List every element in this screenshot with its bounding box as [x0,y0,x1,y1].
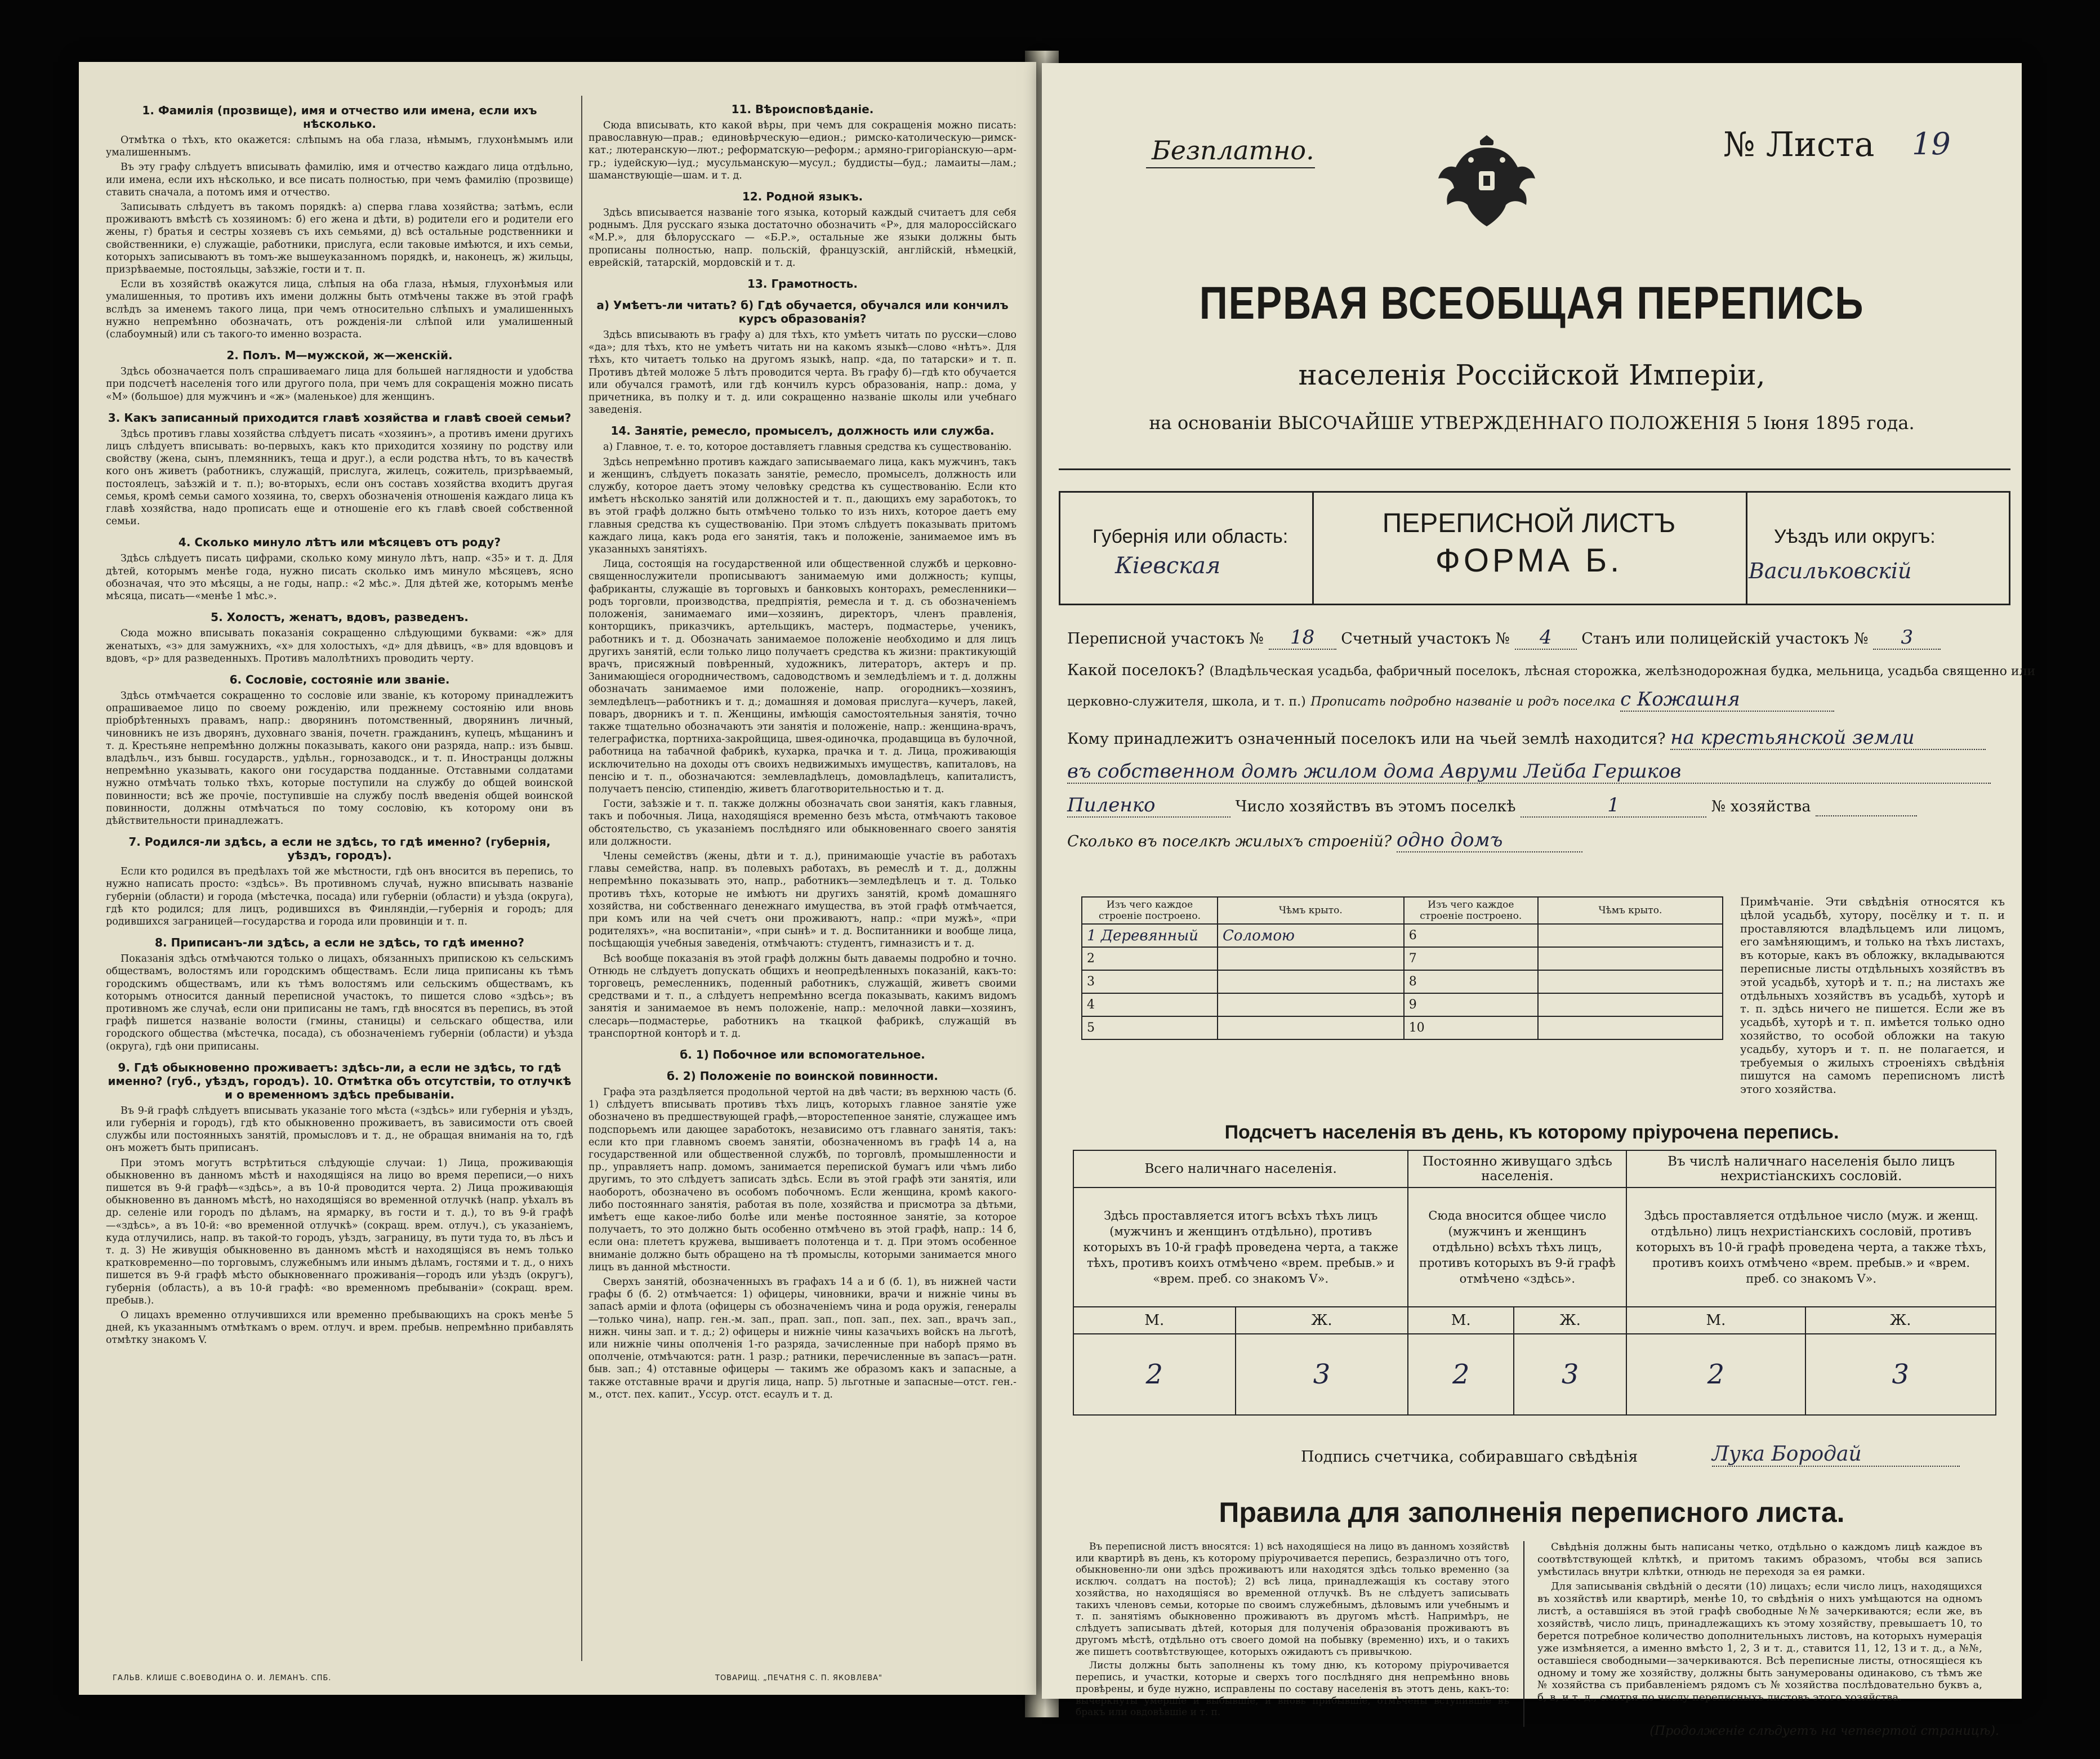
rules-paragraph: Листы должны быть заполнены къ тому дню, къ которому пріурочивается перепись, и участки, которые и сверхъ того послѣдняго дня непремѣнно вновь провѣрены, и буде нужно, исправлены по составу населенія въ этотъ день, какъ-то: вычеркнуты умершіе и выбывшіе, и вновь прибывшіе, отмѣчены вступившіе въ бракъ или овдовѣвшіе и т. п. [1076,1660,1509,1718]
building-material-8: 8 [1404,970,1538,993]
printer-credit-right: ТОВАРИЩ. „ПЕЧАТНЯ С. П. ЯКОВЛЕВА" [715,1674,883,1682]
form-box-divider-2 [1746,491,1747,604]
province-label: Губернія или область: [1093,526,1288,547]
building-material-6: 6 [1404,924,1538,947]
instruction-paragraph: Показанія здѣсь отмѣчаются только о лицахъ, обязанныхъ припискою къ сельскимъ обществамъ, волостямъ или городскимъ обществамъ. Если лица приписаны къ тѣмъ городскимъ обществамъ, или къ тѣмъ волостямъ или сельскимъ обществамъ, къ которымъ относится данный переписной участокъ, то пишется слово «здѣсь»; въ противномъ же случаѣ, если они приписаны не тамъ, гдѣ вносятся въ перепись, въ этой графѣ пишется названіе волости (гмины, станицы) и сельскаго общества, или городского общества (мѣстечка, посада), съ обозначеніемъ губерніи (области) и уѣзда (округа), гдѣ они приписаны. [106,953,573,1052]
material-header-2: Изъ чего каждое строеніе построено. [1404,897,1538,924]
form-box-top [1059,491,2010,493]
form-box-bottom [1059,604,2010,605]
owner-line-2 [1067,760,1991,784]
section-heading: а) Умѣетъ-ли читать? б) Гдѣ обучается, обучался или кончилъ курсъ образованія? [596,298,1009,326]
building-material-3: 3 [1082,970,1218,993]
counting-district-value: 4 [1515,626,1577,650]
counting-district-label: Счетный участокъ № [1341,630,1510,648]
instruction-paragraph: Въ эту графу слѣдуетъ вписывать фамилію, имя и отчество каждаго лица отдѣльно, или имена, если ихъ нѣсколько, и все писать полностью, при чемъ фамилію (прозвище) ставить сначала, а потомъ имя и отчество. [106,162,573,198]
settlement-label: Какой поселокъ? [1067,662,1205,679]
census-title: ПЕРВАЯ ВСЕОБЩАЯ ПЕРЕПИСЬ [1199,278,1865,329]
section-heading: 6. Сословіе, состояніе или званіе. [229,672,450,686]
form-box-left [1059,491,1060,604]
building-roof-10 [1538,1016,1723,1039]
column-divider [581,96,582,1661]
instruction-paragraph: Всѣ вообще показанія въ этой графѣ должны быть даваемы подробно и точно. Отнюдь не слѣдуетъ допускать общихъ и неопредѣленныхъ показаній, какъ-то: торговецъ, ремесленникъ, поденный работникъ, служащій, живетъ своими средствами и т. п., а слѣдуетъ непремѣнно всегда показывать, какимъ видомъ занятія и занимаемое въ немъ положеніе, напр.: мелочной лавки—хозяинъ, слесарь—подмастерье, работникъ на ткацкой фабрикѣ, служащій въ транспортной конторѣ и т. д. [588,953,1016,1039]
building-roof-8 [1538,970,1723,993]
instruction-paragraph: Сверхъ занятій, обозначенныхъ въ графахъ 14 а и б (б. 1), въ нижней части графы б (б. 2) отмѣчается: 1) офицеры, чиновники, врачи и нижніе чины въ запасѣ армiи и флота (офицеры съ обозначеніемъ чина и рода оружія, генералы—только чина), напр. ген.-м. зап., прап. зап., поп. зап., пех. зап., врачъ зап., нижн. чины зап. и т. д.; 2) офицеры и нижніе чины казачьихъ войскъ на льготѣ, или нижніе чины ополченія 1-го разряда, зачисленные при наборѣ прямо въ ополченіе, отмѣчаются: ратн. 1 разр.; ратники, перечисленные въ запасъ—ратн. быв. зап.; 4) отставные офицеры — такимъ же образомъ какъ и запасные, а также отставные врачи и другія лица, напр. 5) льготные и запасные—отст. ген.-м., отст. пех. капит., Уссур. отст. есаулъ и т. д. [588,1276,1016,1400]
instruction-paragraph: Сюда можно вписывать показанія сокращенно слѣдующими буквами: «ж» для женатыхъ, «з» для замужнихъ, «х» для холостыхъ, «д» для дѣвицъ, «в» для вдовцовъ и вдовъ, «р» для разведенныхъ. Противъ малолѣтнихъ проводить черту. [106,628,573,664]
material-header: Изъ чего каждое строеніе построено. [1082,897,1218,924]
instruction-paragraph: Если кто родился въ предѣлахъ той же мѣстности, гдѣ онъ вносится въ перепись, то нужно написать просто: «здѣсь». Въ противномъ случаѣ, нужно вписывать названіе губерніи (области) и города (мѣстечка, посада) или губерніи (области) и уѣзда (округа), гдѣ кто родился; для лицъ, родившихся въ Финляндіи,—губернія и городъ; для родившихся заграницей—государства и города или провинціи и т. п. [106,866,573,927]
female-col-2: Ж. [1514,1307,1626,1334]
instructions-column-2 [588,95,1016,1403]
rules-left-column [1076,1541,1509,1721]
instruction-paragraph: Здѣсь вписывають въ графу а) для тѣхъ, кто умѣетъ читать по русски—слово «да»; для тѣхъ, кто не умѣетъ читать ни на какомъ языкѣ—слово «нѣтъ». Для тѣхъ, кто читаетъ только на другомъ языкѣ, напр. «да, по татарски» и т. п. Противъ дѣтей моложе 5 лѣтъ проводится черта. Въ графу б)—гдѣ кто обучается или обучался грамотѣ, или гдѣ кончилъ курсъ образованія, напр.: дома, у причетника, въ полку и т. д. или сокращенно названіе школы или учебнаго заведенія. [588,329,1016,416]
police-district-label: Станъ или полицейскій участокъ № [1581,630,1869,648]
rules-right-column [1537,1541,1982,1706]
male-col-3: М. [1626,1307,1805,1334]
enumerator-signature-label: Подпись счетчика, собиравшаго свѣдѣнія [1301,1448,1638,1466]
buildings-label: Сколько въ поселкѣ жилыхъ строеній? [1067,833,1392,850]
instruction-paragraph: Здѣсь непремѣнно противъ каждаго записываемаго лица, какъ мужчинъ, такъ и женщинъ, слѣдуетъ показать занятіе, ремесло, промыселъ, должность или службу, которое даетъ этому человѣку средства къ существованію. Если кто имѣетъ нѣсколько занятій или должностей и т. п., дающихъ ему заработокъ, то въ этой графѣ должно быть отмѣчено только то изъ нихъ, которое даетъ ему главныя средства къ существованію. При этомъ слѣдуетъ показывать притомъ каждаго лица, какъ рода его занятія, такъ и положеніе, занимаемое имъ въ указанныхъ занятіяхъ. [588,456,1016,556]
rules-title: Правила для заполненія переписного листа. [1219,1497,1845,1528]
table-row [1082,924,1723,947]
buildings-note: Примѣчаніе. Эти свѣдѣнія относятся къ цѣлой усадьбѣ, хутору, посёлку и т. п. и проставляются владѣльцемъ или лицомъ, его замѣняющимъ, и только на тѣхъ листахъ, въ которые, какъ въ обложку, вкладываются переписные листы отдѣльныхъ хозяйствъ въ этой усадьбѣ, хуторѣ и т. п.; на листахъ же отдѣльныхъ хозяйствъ въ усадьбѣ, хуторѣ и т. п. здѣсь ничего не пишется. Если же въ усадьбѣ, хуторѣ и т. п. имѣется только одно хозяйство, то особой обложки на такую усадьбу, хуторъ и т. п. не полагается, и требуемыя о жилыхъ строеніяхъ свѣдѣнія пишутся на самомъ переписномъ листѣ этого хозяйства. [1740,895,2005,1096]
police-district-value: 3 [1873,626,1941,650]
instruction-paragraph: Здѣсь вписывается названіе того языка, который каждый считаетъ для себя роднымъ. Для русскаго языка достаточно обозначить «Р», для малороссійскаго «М.Р.», для бѣлорусскаго — «Б.Р.», остальные же языки должны быть прописаны полностью, напр. польскій, французскій, англійскій, нѣмецкій, еврейскій, татарскій, мордовскій и т. д. [588,207,1016,269]
instruction-paragraph: О лицахъ временно отлучившихся или временно пребывающихъ на срокъ менѣе 5 дней, къ указаннымъ отмѣткамъ о врем. отлуч. и врем. пребыв. непремѣнно прибавлять отмѣтку знакомъ V. [106,1310,573,1346]
resident-male-count: 2 [1408,1334,1514,1415]
instruction-paragraph: Если въ хозяйствѣ окажутся лица, слѣпыя на оба глаза, нѣмыя, глухонѣмыя или умалишенныя, то противъ ихъ имени должны быть отмѣчены также въ этой графѣ вслѣдъ за именемъ такого лица, при чемъ относительно слѣпыхъ и умалишенныхъ нужно непремѣнно обозначать, отъ рожденія-ли слѣпой или умалишенный (слабоумный) или съ такого-то именно возраста. [106,279,573,341]
instruction-paragraph: При этомъ могутъ встрѣтиться слѣдующіе случаи: 1) Лица, проживающія обыкновенно въ данномъ мѣстѣ и находящіяся на лицо во время переписи,—о нихъ пишется въ 9-й графѣ—«здѣсь», а въ 10-й проводится черта. 2) Лица проживающія обыкновенно въ данномъ мѣстѣ, но находящіяся во временной отлучкѣ (напр. уѣхалъ въ др. селеніе или городъ по дѣламъ, на ярмарку, въ гости и т. д.), то въ 9-й графѣ—«здѣсь», а въ 10-й: «во временной отлучкѣ» (сокращ. врем. отлуч.), съ указаніемъ, куда отлучились, напр. въ такой-то городъ, уѣздъ, заграницу, въ пути туда то, въ лѣсъ и т. д. 3) Не живущія обыкновенно въ данномъ мѣстѣ и находящіяся въ немъ только кратковременно—по торговымъ, служебнымъ или инымъ дѣламъ, гостями и т. д., о нихъ пишется въ 9-й графѣ мѣсто обыкновеннаго проживанія—городъ или уѣздъ (округъ), губернія (область), а въ 10-й графѣ: «во временномъ пребываніи» (сокращ. врем. пребыв.). [106,1157,573,1306]
table-row [1082,970,1723,993]
settlement-value: с Кожашня [1620,688,1834,712]
instruction-paragraph: Записывать слѣдуетъ въ такомъ порядкѣ: а) сперва глава хозяйства; затѣмъ, если проживаютъ вмѣстѣ съ хозяиномъ: б) его жена и дѣти, в) родители его и родители его жены, г) братья и сестры хозяевъ съ ихъ семьями, д) всѣ остальные родственники и свойственники, е) служащіе, работники, прислуга, если таковые имѣются, и ихъ семьи, которыхъ записываютъ въ томъ-же вышеуказанномъ порядкѣ, и, наконецъ, ж) жильцы, призрѣваемые, постояльцы, заѣзжіе, гости и т. п. [106,202,573,276]
section-heading: 2. Полъ. М—мужской, ж—женскій. [226,349,453,363]
imperial-eagle-emblem [1430,125,1543,238]
left-page [79,62,1036,1695]
present-population-desc: Здѣсь проставляется итогъ всѣхъ тѣхъ лицъ (мужчинъ и женщинъ отдѣльно), противъ которыхъ въ 10-й графѣ проведена черта, а также тѣхъ, противъ коихъ отмѣчено «врем. пребыв.» и «врем. преб. со знакомъ V». [1073,1187,1408,1307]
building-roof-3 [1218,970,1404,993]
building-material-4: 4 [1082,993,1218,1016]
owner-value-2: въ собственном домѣ жилом дома Авруми Лейба Гершков [1067,760,1991,784]
section-heading: 14. Занятіе, ремесло, промыселъ, должность или служба. [610,424,995,438]
section-heading: 3. Какъ записанный приходится главѣ хозяйства и главѣ своей семьи? [108,410,572,425]
census-sheet-heading: ПЕРЕПИСНОЙ ЛИСТЪ [1382,508,1676,538]
settlement-hint-2: церковно-служителя, школа, и т. п.) [1067,695,1306,709]
rules-divider [1523,1541,1524,1727]
section-heading: 4. Сколько минуло лѣтъ или мѣсяцевъ отъ роду? [178,535,501,550]
non-christian-female-count: 3 [1805,1334,1996,1415]
non-christian-male-count: 2 [1626,1334,1805,1415]
form-type-heading: ФОРМА Б. [1435,542,1623,579]
form-box-divider-1 [1312,491,1314,604]
owner-label: Кому принадлежитъ означенный поселокъ или на чьей землѣ находится? [1067,730,1666,748]
female-col-1: Ж. [1236,1307,1408,1334]
instructions-column-1 [106,96,573,1349]
buildings-table [1081,896,1723,1040]
owner-value-3: Пиленко [1067,794,1230,818]
instruction-paragraph: Въ 9-й графѣ слѣдуетъ вписывать указаніе того мѣста («здѣсь» или губернія и уѣздъ, или губернія и городъ), гдѣ кто обыкновенно проживаетъ, въ зависимости отъ своей службы или постоянныхъ занятій, промысловъ и т. д., не обращая вниманія на то, гдѣ онъ можетъ быть приписанъ. [106,1105,573,1154]
province-value: Кіевская [1115,553,1221,579]
households-line [1067,794,1917,818]
present-female-count: 3 [1236,1334,1408,1415]
resident-female-count: 3 [1514,1334,1626,1415]
building-material-7: 7 [1404,947,1538,970]
building-roof-6 [1538,924,1723,947]
rules-paragraph: Свѣдѣнія должны быть написаны четко, отдѣльно о каждомъ лицѣ каждое въ соотвѣтствующей клѣткѣ, и притомъ такимъ образомъ, чтобы вся запись умѣстилась внутри клѣтки, отнюдь не переходя за ея рамки. [1537,1541,1982,1578]
section-heading: 11. Вѣроисповѣданіе. [731,102,874,116]
building-material-10: 10 [1404,1016,1538,1039]
present-male-count: 2 [1073,1334,1236,1415]
instruction-paragraph: а) Главное, т. е. то, которое доставляетъ главныя средства къ существованію. [603,441,1012,453]
table-row [1082,993,1723,1016]
settlement-hint: (Владѣльческая усадьба, фабричный поселокъ, лѣсная сторожка, желѣзнодорожная будка, мельница, усадьба священно или [1209,664,2036,678]
building-roof-4 [1218,993,1404,1016]
instruction-paragraph: Сюда вписывать, кто какой вѣры, при чемъ для сокращенія можно писать: православную—прав.; единовѣрческую—едион.; римско-католическую—римск-кат.; лютеранскую—лют.; реформатскую—реформ.; армяно-григоріанскую—арм-гр.; іудейскую—іуд.; мусульманскую—мусул.; буддисты—буд.; ламаиты—лам.; шаманствующіе—шам. и т. д. [588,120,1016,181]
population-count-table [1073,1150,1996,1416]
households-label: Число хозяйствъ въ этомъ поселкѣ [1235,798,1516,815]
printer-credit-left: ГАЛЬВ. КЛИШЕ С.ВОЕВОДИНА О. И. ЛЕМАНЪ. СПБ. [113,1674,332,1682]
building-material-1: 1 Деревянный [1082,924,1218,947]
rules-paragraph: Въ переписной листъ вносятся: 1) всѣ находящіеся на лицо въ данномъ хозяйствѣ или квартирѣ въ день, къ которому пріурочивается перепись, безразлично отъ того, обыкновенно-ли они здѣсь проживаютъ или находятся здѣсь только временно (за исключ. солдатъ на постоѣ); 2) всѣ лица, принадлежащія къ составу этого хозяйства, но находящіяся во временной отлучкѣ. Въ не слѣдуетъ записывать такихъ членовъ семьи, которые по своимъ служебнымъ, дѣловымъ или учебнымъ и т. п. занятіямъ обыкновенно проживаютъ въ другомъ мѣстѣ. Напримѣръ, не слѣдуетъ записывать дѣтей, которыя для полученія образованія проживаютъ въ другомъ мѣстѣ, отдѣльно отъ своего домой на побывку (временно) ихъ, и о такихъ же пишетъ соотвѣтствующее, которыхъ ожидаютъ съ привычкою. [1076,1541,1509,1658]
section-heading: 13. Грамотность. [747,277,858,291]
male-col-2: М. [1408,1307,1514,1334]
male-col-1: М. [1073,1307,1236,1334]
instruction-paragraph: Графа эта раздѣляется продольной чертой на двѣ части; въ верхнюю часть (б. 1) слѣдуетъ вписывать противъ тѣхъ лицъ, которыхъ главное занятіе уже обозначено въ предшествующей графѣ,—второстепенное занятіе, служащее имъ подспорьемъ или дающее заработокъ, независимо отъ главнаго занятія, такъ: если кто при главномъ своемъ занятіи, обозначенномъ въ графѣ 14 а, на государственной или общественной службѣ, по торговлѣ, промышленности и пр., управляетъ напр. домомъ, занимается перепиской бумагъ или чѣмъ либо другимъ, то это слѣдуетъ записать здѣсь. Если въ этой графѣ эти занятія, или наоборотъ, обозначено въ особомъ побочномъ. Если женщина, кромѣ какого-либо постояннаго занятія, работая въ поле, хозяйства и присмотра за дѣтьми, имѣетъ еще какое-либо болѣе или менѣе постоянное занятіе, за которое получаетъ, то это должно быть особенно отмѣчено въ этой графѣ, напр.: 14 б, если она: плететъ кружева, вышиваетъ полотенца и т. д. При этомъ особенное вниманіе должно быть обращено на тѣ промыслы, которыми занимается много лицъ въ данной мѣстности. [588,1087,1016,1273]
building-roof-7 [1538,947,1723,970]
buildings-line [1067,829,1582,852]
building-material-5: 5 [1082,1016,1218,1039]
roof-header: Чѣмъ крыто. [1218,897,1404,924]
section-heading: 12. Родной языкъ. [742,190,863,204]
census-district-line [1067,626,1941,650]
section-heading: 1. Фамилія (прозвище), имя и отчество или имена, если ихъ нѣсколько. [142,104,537,131]
building-material-9: 9 [1404,993,1538,1016]
district-value: Васильковскій [1749,559,1912,583]
section-heading: 7. Родился-ли здѣсь, а если не здѣсь, то гдѣ именно? (губернія, уѣздъ, городъ). [128,835,551,863]
table-row [1082,1016,1723,1039]
census-subtitle: населенія Россійской Имперіи, [1298,359,1765,391]
instruction-paragraph: Отмѣтка о тѣхъ, кто окажется: слѣпымъ на оба глаза, нѣмымъ, глухонѣмымъ или умалишеннымъ. [106,135,573,159]
section-heading: 8. Приписанъ-ли здѣсь, а если не здѣсь, то гдѣ именно? [155,936,524,950]
form-box-right [2009,491,2010,604]
roof-header-2: Чѣмъ крыто. [1538,897,1723,924]
instruction-paragraph: Гости, заѣзжіе и т. п. также должны обозначать свои занятія, какъ главныя, такъ и побочныя. Лица, находящіяся временно безъ мѣста, отмѣчаютъ таковое обстоятельство, съ указаніемъ послѣдняго или обыкновеннаго своего занятія или должности. [588,798,1016,847]
section-heading: 9. Гдѣ обыкновенно проживаетъ: здѣсь-ли, а если не здѣсь, то гдѣ именно? (губ., уѣздъ, городъ). 10. Отмѣтка объ отсутствіи, то отлучкѣ и о временномъ здѣсь пребываніи. [108,1060,572,1101]
free-label-underline [1146,167,1315,168]
settlement-line [1067,662,2035,679]
resident-population-header: Постоянно живущаго здѣсь населенія. [1408,1150,1626,1187]
instruction-paragraph: Лица, состоящія на государственной или общественной службѣ и церковно-священнослужители прописываютъ занимаемую ими должность; купцы, фабриканты, служащіе въ торговыхъ и банковыхъ конторахъ, ремесленники—родъ торговли, производства, предпріятія, ремесла и т. д. съ обозначеніемъ положенія, занимаемаго ими—хозяинъ, директоръ, членъ правленія, конторщикъ, приказчикъ, артельщикъ, мастеръ, подмастерье, ученикъ, работникъ и т. д. Обозначать занимаемое положеніе необходимо и для лицъ другихъ занятій, если только лицо получаетъ средства къ жизни: практикующій врачъ, присяжный повѣренный, художникъ, литераторъ, актеръ и пр. Занимающіеся огородничествомъ, садоводствомъ и земледѣліемъ и т. д. должны обозначать занимаемое ими положеніе, напр. огородникъ—хозяинъ, земледѣлецъ—работникъ и т. д.; домашняя и домовая прислуга—кучеръ, лакей, поваръ, дворникъ и т. п. Женщины, имѣющія самостоятельныя занятія, точно также тщательно обозначаютъ эти занятія и положеніе, напр.: женщина-врачъ, телеграфистка, портниха-закройщица, швея-одиночка, продавщица въ булочной, работница на табачной фабрикѣ, кухарка, прачка и т. д. Лица, проживающія исключительно на доходы отъ своихъ недвижимыхъ имуществъ, капиталовъ, на пенсію и т. п., обозначаются: землевладѣлецъ, домовладѣлецъ, капиталистъ, получаетъ пенсію, стипендію, живетъ благотворительностью и т. д. [588,559,1016,795]
continued-note: (Продолженіе слѣдуетъ на четвертой страницѣ). [1649,1724,1999,1738]
non-christian-header: Въ числѣ наличнаго населенія было лицъ нехристіанскихъ сословій. [1626,1150,1996,1187]
female-col-3: Ж. [1805,1307,1996,1334]
household-number-label: № хозяйства [1711,798,1811,815]
instruction-paragraph: Здѣсь обозначается полъ спрашиваемаго лица для большей наглядности и удобства при подсчетѣ населенія того или другого пола, при чемъ для сокращенія можно писать «М» (большое) для мужчинъ и «ж» (маленькое) для женщинъ. [106,366,573,403]
census-legal-basis: на основаніи ВЫСОЧАЙШЕ УТВЕРЖДЕННАГО ПОЛОЖЕНІЯ 5 Іюня 1895 года. [1149,412,1915,434]
census-district-label: Переписной участокъ № [1067,630,1264,648]
sheet-number-value: 19 [1912,126,1951,162]
free-of-charge-label: Безплатно. [1152,135,1314,166]
building-roof-9 [1538,993,1723,1016]
settlement-instruction: Прописать подробно названіе и родъ поселка [1310,695,1616,709]
instruction-paragraph: Здѣсь слѣдуетъ писать цифрами, сколько кому минуло лѣтъ, напр. «35» и т. д. Для дѣтей, которымъ менѣе года, нужно писать сколько имъ минуло мѣсяцевъ, ясно обозначая, что это мѣсяцы, а не годы, напр.: «2 мѣс.». Для дѣтей же, которымъ менѣе мѣсяца, писать—«менѣе 1 мѣс.». [106,553,573,602]
household-number-value [1816,798,1917,816]
settlement-line-2 [1067,688,1834,712]
section-heading: б. 1) Побочное или вспомогательное. [680,1048,925,1061]
building-roof-5 [1218,1016,1404,1039]
building-roof-1: Соломою [1218,924,1404,947]
owner-value-1: на крестьянской земли [1670,726,1986,750]
section-heading: 5. Холостъ, женатъ, вдовъ, разведенъ. [211,610,469,624]
table-row [1082,947,1723,970]
building-roof-2 [1218,947,1404,970]
buildings-value: одно домъ [1397,829,1582,852]
households-value: 1 [1521,794,1706,818]
instruction-paragraph: Здѣсь противъ главы хозяйства слѣдуетъ писать «хозяинъ», а противъ имени другихъ лицъ слѣдуетъ вписывать: во-первыхъ, какъ кто приходится хозяину по родству или свойству (жена, сынъ, племянникъ, теща и друг.), а если родства нѣтъ, то въ качествѣ кого онъ живетъ (работникъ, служащій, прислуга, жилецъ, сожитель, призрѣваемый, постоялецъ, заѣзжій и т. п.); во-вторыхъ, если онъ составъ хозяйства входитъ другая семья, кромѣ семьи самого хозяина, то, сверхъ обозначенія отношенія каждаго лица къ главѣ хозяйства, надо прописать еще и отношеніе его къ главѣ своей собственной семьи. [106,428,573,528]
section-heading: б. 2) Положеніе по воинской повинности. [667,1069,938,1083]
header-rule [1059,468,2010,470]
instruction-paragraph: Здѣсь отмѣчается сокращенно то сословіе или званіе, къ которому принадлежитъ опрашиваемое лицо по своему рожденію, или прежнему состоянію или вновь пріобрѣтенныхъ правамъ, напр.: дворянинъ потомственный, дворянинъ личный, чиновникъ не изъ дворянъ, духовнаго званія, почетн. гражданинъ, купецъ, мѣщанинъ и т. д. Крестьяне непремѣнно должны показывать, какого они разряда, напр.: изъ бывш. владѣльч., изъ бывш. государств., удѣльн., горнозаводск., и т. п. Иностранцы должны непремѣнно указывать, какого они государства подданные. Отставными солдатами нужно отмѣчать только тѣхъ, которые поступили на службу до общей воинской повинности; всѣ же прочіе, поступившіе на службу послѣ введенія общей воинской повинности, должны отмѣчаться по тому сословію, къ которому они въ дѣйствительности принадлежатъ. [106,690,573,827]
district-label: Уѣздъ или округъ: [1774,526,1936,547]
present-population-header: Всего наличнаго населенія. [1073,1150,1408,1187]
building-material-2: 2 [1082,947,1218,970]
census-district-value: 18 [1269,626,1336,650]
instruction-paragraph: Члены семействъ (жены, дѣти и т. д.), принимающіе участіе въ работахъ главы семейства, напр. въ полевыхъ работахъ, въ ремеслѣ и т. д., должны непремѣнно показывать это, напр., работникъ—земледѣлецъ и т. д. Только противъ тѣхъ, которые не имѣютъ ни другихъ занятій, кромѣ домашняго хозяйства, ни собственнаго денежнаго имущества, въ этой графѣ отмѣчается, при комъ или на чей счетъ они проживаютъ, напр.: «при мужѣ», «при родителяхъ», «на воспитаніи», «при сынѣ» и т. д. Воспитанники и вообще лица, посѣщающія учебныя заведенія, отмѣчаютъ: студентъ, гимназистъ и т. д. [588,850,1016,950]
owner-line [1067,726,1986,750]
population-count-title: Подсчетъ населенія въ день, къ которому пріурочена перепись. [1224,1122,1839,1143]
resident-population-desc: Сюда вносится общее число (мужчинъ и женщинъ отдѣльно) всѣхъ тѣхъ лицъ, противъ которыхъ въ 9-й графѣ отмѣчено «здѣсь». [1408,1187,1626,1307]
non-christian-desc: Здѣсь проставляется отдѣльное число (муж. и женщ. отдѣльно) лицъ нехристіанскихъ сословій, противъ которыхъ въ 10-й графѣ проведена черта, а также тѣхъ, противъ коихъ отмѣчено «врем. пребыв.» и «врем. преб. со знакомъ V». [1626,1187,1996,1307]
right-page [1042,63,2036,1738]
enumerator-signature: Лука Бородай [1712,1443,1960,1467]
sheet-number-label: № Листа [1723,125,1875,164]
rules-paragraph: Для записыванія свѣдѣній о десяти (10) лицахъ; если число лицъ, находящихся въ хозяйствѣ или квартирѣ, менѣе 10, то свѣдѣнія о нихъ умѣщаются на одномъ листѣ, а оставшіяся въ этой графѣ свободные №№ зачеркиваются; если же, въ хозяйствѣ, число лицъ, принадлежащихъ къ этому хозяйству, превышаетъ 10, то берется потребное количество дополнительныхъ листовъ, на которыхъ нумерація уже измѣняется, а именно вмѣсто 1, 2, 3 и т. д., ставится 11, 12, 13 и т. д., а №№, оставшіеся свободными—зачеркиваются. Всѣ переписные листы, относящіеся къ одному и тому же хозяйству, должны быть занумерованы одинаково, съ тѣмъ же № хозяйства съ прибавленіемъ рядомъ съ № хозяйства послѣдовательно буквъ а, б, в, и т. д., смотря по числу переписныхъ листовъ этого хозяйства. [1537,1580,1982,1704]
